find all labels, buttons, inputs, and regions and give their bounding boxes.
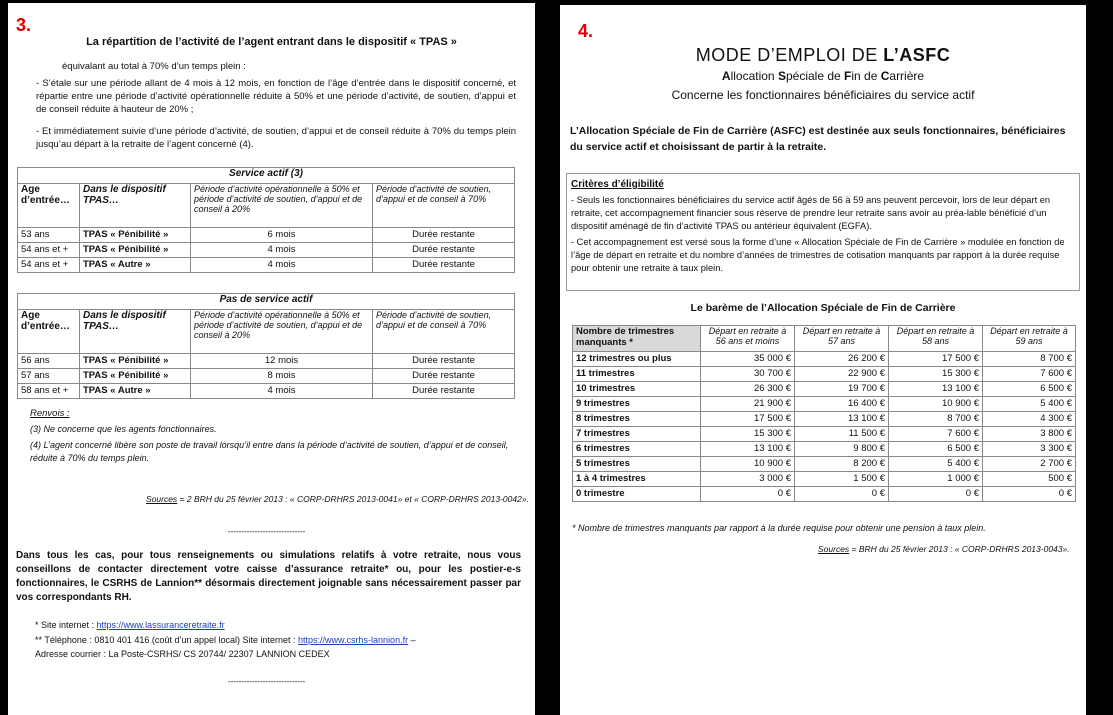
table-row <box>18 369 515 384</box>
col-header: Départ en retraite à 59 ans <box>983 326 1076 352</box>
sources-text: = 2 BRH du 25 février 2013 : « CORP-DRHRS 2013-0041» et « CORP-DRHRS 2013-0042». <box>177 494 529 504</box>
reste-cell: Durée restante <box>373 384 515 399</box>
table-row <box>573 442 1076 457</box>
age-cell: 54 ans et + <box>18 258 80 273</box>
row-label: 7 trimestres <box>573 427 701 442</box>
subtitle <box>560 69 1086 83</box>
bullet-1: - S’étale sur une période allant de 4 mois à 12 mois, en fonction de l’âge d’entrée dans le dispositif concerné, et répartie entre une période d’activité opérationnelle réduite à 50% et une période d’activité, de soutien, d’appui et de conseil réduite à hauteur de 20% ; <box>36 78 516 115</box>
row-label: 10 trimestres <box>573 382 701 397</box>
value-cell: 4 300 € <box>983 412 1076 427</box>
sources-text: = BRH du 25 février 2013 : « CORP-DRHRS 2013-0043». <box>849 544 1070 554</box>
value-cell: 7 600 € <box>983 367 1076 382</box>
value-cell: 35 000 € <box>701 352 795 367</box>
value-cell: 1 000 € <box>889 472 983 487</box>
subtitle-word: llocation <box>730 69 778 83</box>
dispositif-cell: TPAS « Autre » <box>80 258 191 273</box>
value-cell: 19 700 € <box>795 382 889 397</box>
value-cell: 5 400 € <box>889 457 983 472</box>
value-cell: 3 000 € <box>701 472 795 487</box>
value-cell: 9 800 € <box>795 442 889 457</box>
subtitle-word: arrière <box>889 69 925 83</box>
table-row <box>573 472 1076 487</box>
value-cell: 8 200 € <box>795 457 889 472</box>
sources-label: Sources <box>818 544 850 554</box>
duree-cell: 6 mois <box>191 228 373 243</box>
value-cell: 13 100 € <box>795 412 889 427</box>
value-cell: 0 € <box>795 487 889 502</box>
value-cell: 0 € <box>889 487 983 502</box>
reste-cell: Durée restante <box>373 369 515 384</box>
row-label: 9 trimestres <box>573 397 701 412</box>
subtitle-word: in de <box>851 69 881 83</box>
col-header: Départ en retraite à 56 ans et moins <box>701 326 795 352</box>
renvoi-3: (3) Ne concerne que les agents fonctionnaires. <box>30 424 217 434</box>
table-row <box>18 384 515 399</box>
bareme-title: Le barème de l’Allocation Spéciale de Fin de Carrière <box>690 302 956 314</box>
row-label: 12 trimestres ou plus <box>573 352 701 367</box>
site-2-link[interactable]: https://www.csrhs-lannion.fr <box>298 635 409 645</box>
service-actif-table <box>17 167 515 273</box>
title-prefix: MODE D’EMPLOI DE <box>695 45 884 65</box>
value-cell: 26 200 € <box>795 352 889 367</box>
age-cell: 53 ans <box>18 228 80 243</box>
value-cell: 2 700 € <box>983 457 1076 472</box>
value-cell: 21 900 € <box>701 397 795 412</box>
age-cell: 58 ans et + <box>18 384 80 399</box>
criteria-2: - Cet accompagnement est versé sous la forme d’une « Allocation Spéciale de Fin de Carrière » modulée en fonction de l’âge de départ en retraite et du nombre d’années de trimestres de cotisation manquants par rapport à la durée requise pour obtenir une retraite à taux plein. <box>571 237 1065 273</box>
col-header: Dans le dispositif TPAS… <box>80 310 191 354</box>
table-row <box>573 457 1076 472</box>
age-cell: 54 ans et + <box>18 243 80 258</box>
table-row <box>573 352 1076 367</box>
sources <box>146 493 529 506</box>
col-header: Dans le dispositif TPAS… <box>80 184 191 228</box>
duree-cell: 4 mois <box>191 384 373 399</box>
page-title <box>560 45 1086 66</box>
table-row <box>573 397 1076 412</box>
value-cell: 11 500 € <box>795 427 889 442</box>
value-cell: 17 500 € <box>889 352 983 367</box>
col-header: Période d’activité opérationnelle à 50% et période d’activité de soutien, d’appui et de conseil à 20% <box>191 310 373 354</box>
pas-service-actif-table <box>17 293 515 399</box>
value-cell: 0 € <box>983 487 1076 502</box>
subtitle-letter: A <box>721 69 731 83</box>
reste-cell: Durée restante <box>373 258 515 273</box>
col-header: Age d’entrée… <box>18 184 80 228</box>
intro-text: équivalant au total à 70% d’un temps plein : <box>62 61 246 72</box>
dispositif-cell: TPAS « Autre » <box>80 384 191 399</box>
table-caption: Pas de service actif <box>18 294 515 310</box>
criteria-1: - Seuls les fonctionnaires bénéficiaires du service actif âgés de 56 à 59 ans peuvent percevoir, lors de leur départ en retraite, cet accompagnement financier sous réserve de prendre leur retraite sans avoir au préa-lable bénéficié d’un dispositif aménagé de fin d’activité TPAS ou antérieur équivalent (EGFA). <box>571 195 1051 231</box>
col-header: Départ en retraite à 57 ans <box>795 326 889 352</box>
table-row <box>573 367 1076 382</box>
value-cell: 8 700 € <box>889 412 983 427</box>
site-1-link[interactable]: https://www.lassuranceretraite.fr <box>96 620 225 630</box>
page-4 <box>560 5 1086 715</box>
renvois-title: Renvois : <box>30 408 70 419</box>
value-cell: 6 500 € <box>983 382 1076 397</box>
subtitle-2: Concerne les fonctionnaires bénéficiaires du service actif <box>671 88 975 102</box>
site-1 <box>35 619 225 632</box>
row-label: 0 trimestre <box>573 487 701 502</box>
col-header: Nombre de trimestres manquants * <box>573 326 701 352</box>
value-cell: 15 300 € <box>889 367 983 382</box>
conclusion-text: Dans tous les cas, pour tous renseignements ou simulations relatifs à votre retraite, nous vous conseillons de contacter directement votre caisse d’assurance retraite* ou, pour les postier-e-s fonctionnaires, le CSRHS de Lannion** désormais directement joignable sans nécessairement passer par vos correspondants RH. <box>16 550 521 603</box>
value-cell: 8 700 € <box>983 352 1076 367</box>
dispositif-cell: TPAS « Pénibilité » <box>80 369 191 384</box>
value-cell: 0 € <box>701 487 795 502</box>
value-cell: 26 300 € <box>701 382 795 397</box>
col-header: Départ en retraite à 58 ans <box>889 326 983 352</box>
col-header: Age d’entrée… <box>18 310 80 354</box>
value-cell: 16 400 € <box>795 397 889 412</box>
sources <box>818 543 1070 556</box>
row-label: 1 à 4 trimestres <box>573 472 701 487</box>
duree-cell: 4 mois <box>191 243 373 258</box>
col-header: Période d’activité opérationnelle à 50% et période d’activité de soutien, d’appui et de conseil à 20% <box>191 184 373 228</box>
criteria-box <box>566 173 1080 291</box>
telephone-line <box>35 634 416 647</box>
dispositif-cell: TPAS « Pénibilité » <box>80 243 191 258</box>
age-cell: 57 ans <box>18 369 80 384</box>
separator: ----------------------------- <box>228 527 306 536</box>
duree-cell: 12 mois <box>191 354 373 369</box>
value-cell: 13 100 € <box>701 442 795 457</box>
table-row <box>18 354 515 369</box>
value-cell: 30 700 € <box>701 367 795 382</box>
value-cell: 7 600 € <box>889 427 983 442</box>
bareme-table <box>572 325 1076 502</box>
col-header: Période d’activité de soutien, d’appui et de conseil à 70% <box>373 310 515 354</box>
value-cell: 1 500 € <box>795 472 889 487</box>
col-header: Période d’activité de soutien, d’appui et de conseil à 70% <box>373 184 515 228</box>
site-1-label: * Site internet : <box>35 620 97 630</box>
value-cell: 5 400 € <box>983 397 1076 412</box>
reste-cell: Durée restante <box>373 354 515 369</box>
site-2-suffix: – <box>408 635 416 645</box>
page-3 <box>8 3 535 715</box>
table-row <box>18 243 515 258</box>
value-cell: 15 300 € <box>701 427 795 442</box>
tel-label: ** Téléphone : 0810 401 416 (coût d’un appel local) Site internet : <box>35 635 299 645</box>
reste-cell: Durée restante <box>373 228 515 243</box>
row-label: 5 trimestres <box>573 457 701 472</box>
table-row <box>18 228 515 243</box>
duree-cell: 8 mois <box>191 369 373 384</box>
intro-text: L’Allocation Spéciale de Fin de Carrière (ASFC) est destinée aux seuls fonctionnaires, bénéficiaires du service actif et choisissant de partir à la retraite. <box>570 125 1066 153</box>
subtitle-letter: F <box>844 69 852 83</box>
table-row <box>573 427 1076 442</box>
dispositif-cell: TPAS « Pénibilité » <box>80 228 191 243</box>
sources-label: Sources <box>146 494 178 504</box>
address: Adresse courrier : La Poste-CSRHS/ CS 20744/ 22307 LANNION CEDEX <box>35 649 330 659</box>
row-label: 8 trimestres <box>573 412 701 427</box>
footnote: * Nombre de trimestres manquants par rapport à la durée requise pour obtenir une pension à taux plein. <box>572 523 986 533</box>
renvoi-4: (4) L’agent concerné libère son poste de travail lorsqu’il entre dans la période d’activité de soutien, d’appui et de conseil, réduite à 70% du temps plein. <box>30 440 509 463</box>
section-title: La répartition de l’activité de l’agent entrant dans le dispositif « TPAS » <box>86 36 457 48</box>
dispositif-cell: TPAS « Pénibilité » <box>80 354 191 369</box>
table-row <box>573 412 1076 427</box>
separator-2: ----------------------------- <box>228 677 306 686</box>
title-bold: L’ASFC <box>883 45 951 65</box>
value-cell: 13 100 € <box>889 382 983 397</box>
subtitle-word: péciale de <box>785 69 845 83</box>
table-row <box>573 382 1076 397</box>
duree-cell: 4 mois <box>191 258 373 273</box>
reste-cell: Durée restante <box>373 243 515 258</box>
page-number: 4. <box>578 21 594 41</box>
value-cell: 22 900 € <box>795 367 889 382</box>
value-cell: 500 € <box>983 472 1076 487</box>
value-cell: 3 300 € <box>983 442 1076 457</box>
table-row <box>18 258 515 273</box>
page-number: 3. <box>16 15 32 35</box>
criteria-title: Critères d’éligibilité <box>571 179 664 190</box>
subtitle-letter: C <box>880 69 890 83</box>
value-cell: 6 500 € <box>889 442 983 457</box>
value-cell: 10 900 € <box>889 397 983 412</box>
value-cell: 17 500 € <box>701 412 795 427</box>
subtitle-letter: S <box>777 69 786 83</box>
row-label: 11 trimestres <box>573 367 701 382</box>
table-row <box>573 487 1076 502</box>
table-caption: Service actif (3) <box>18 168 515 184</box>
bullet-2: - Et immédiatement suivie d’une période d’activité, de soutien, d’appui et de conseil réduite à 70% du temps plein jusqu’au départ à la retraite de l’agent concerné (4). <box>36 126 516 150</box>
value-cell: 3 800 € <box>983 427 1076 442</box>
value-cell: 10 900 € <box>701 457 795 472</box>
row-label: 6 trimestres <box>573 442 701 457</box>
age-cell: 56 ans <box>18 354 80 369</box>
